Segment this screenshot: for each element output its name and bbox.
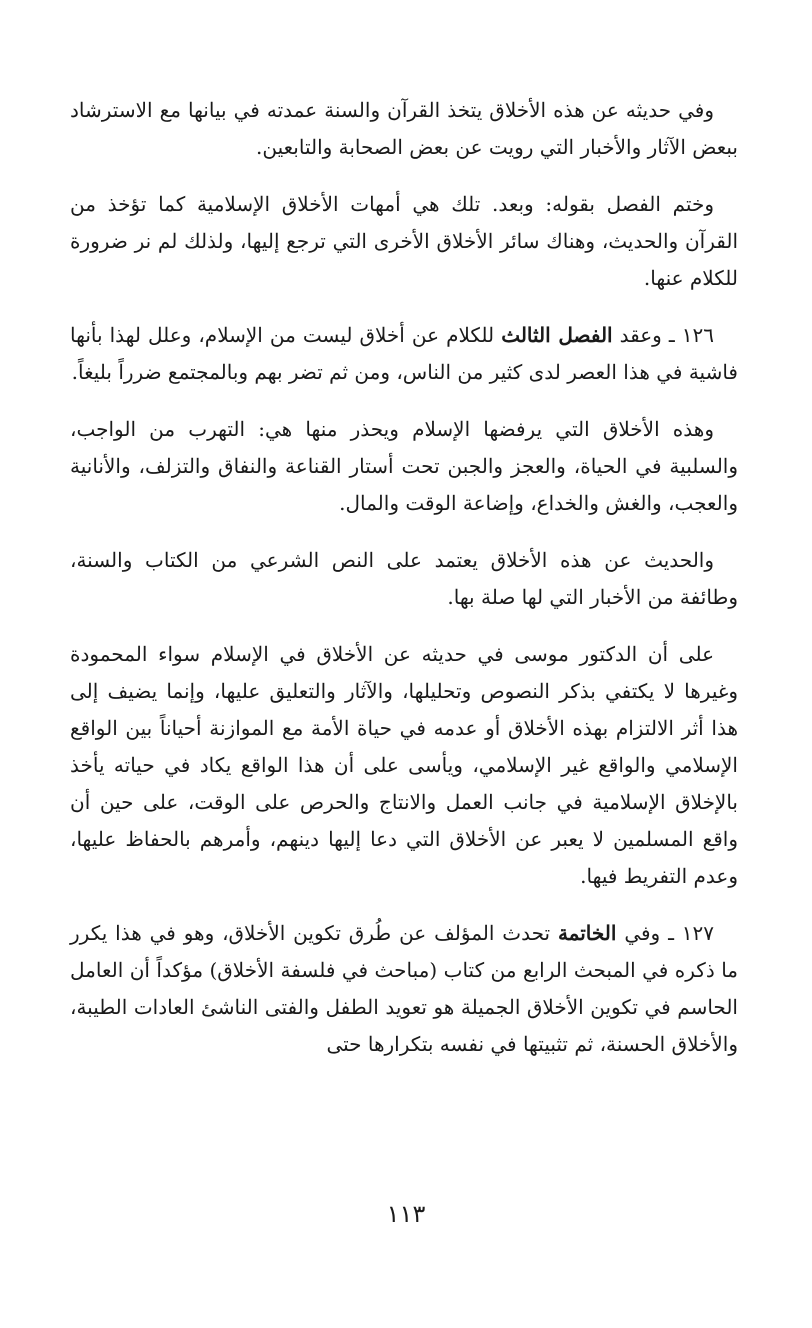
paragraph-number: ١٢٧ ـ [668, 921, 715, 945]
paragraph-127-conclusion [70, 915, 738, 1063]
paragraph-sources-note: والحديث عن هذه الأخلاق يعتمد على النص الشرعي من الكتاب والسنة، وطائفة من الأخبار التي لها صلة بها. [70, 548, 738, 609]
paragraph-text: للكلام عن أخلاق ليست من الإسلام، وعلل لهذا بأنها فاشية في هذا العصر لدى كثير من الناس، ومن ثم تضر بهم وبالمجتمع ضرراً بليغاً. [70, 323, 738, 384]
paragraph-rejected-ethics: وهذه الأخلاق التي يرفضها الإسلام ويحذر منها هي: التهرب من الواجب، والسلبية في الحياة، والعجز والجبن تحت أستار القناعة والنفاق والتزلف، والأنانية والعجب، والغش والخداع، وإضاعة الوقت والمال. [70, 417, 738, 515]
paragraph-number: ١٢٦ ـ [668, 323, 714, 347]
paragraph-lead: وعقد [619, 323, 662, 347]
paragraph-author-method: على أن الدكتور موسى في حديثه عن الأخلاق في الإسلام سواء المحمودة وغيرها لا يكتفي بذكر النصوص وتحليلها، والآثار والتعليق عليها، وإنما يضيف إلى هذا أثر الالتزام بهذه الأخلاق أو عدمه في حياة الأمة مع الموازنة أحياناً بين الواقع الإسلامي والواقع غير الإسلامي، ويأسى على أن هذا الواقع يكاد في حياته يأخذ بالإخلاق الإسلامية في جانب العمل والانتاج والحرص على الوقت، على حين أن واقع المسلمين لا يعبر عن الأخلاق التي دعا إليها دينهم، وأمرهم بالحفاظ عليها، وعدم التفريط فيها. [70, 642, 738, 888]
paragraph-126-third-chapter [70, 317, 738, 391]
book-page-body [70, 92, 738, 1083]
paragraph-lead: وفي [624, 921, 661, 945]
page-number: ١١٣ [386, 1200, 426, 1228]
section-heading: الخاتمة [557, 921, 617, 945]
paragraph-text: تحدث المؤلف عن طُرق تكوين الأخلاق، وهو في هذا يكرر ما ذكره في المبحث الرابع من كتاب (مباحث في فلسفة الأخلاق) مؤكداً أن العامل الحاسم في تكوين الأخلاق الجميلة هو تعويد الطفل والفتى الناشئ العادات الطيبة، والأخلاق الحسنة، ثم تثبيتها في نفسه بتكرارها حتى [70, 921, 738, 1056]
section-heading: الفصل الثالث [501, 323, 613, 347]
paragraph-chapter-closing: وختم الفصل بقوله: وبعد. تلك هي أمهات الأخلاق الإسلامية كما تؤخذ من القرآن والحديث، وهناك سائر الأخلاق الأخرى التي ترجع إليها، ولذلك لم نر ضرورة للكلام عنها. [70, 192, 738, 290]
paragraph-ethics-sources: وفي حديثه عن هذه الأخلاق يتخذ القرآن والسنة عمدته في بيانها مع الاسترشاد ببعض الآثار والأخبار التي رويت عن بعض الصحابة والتابعين. [70, 98, 738, 159]
